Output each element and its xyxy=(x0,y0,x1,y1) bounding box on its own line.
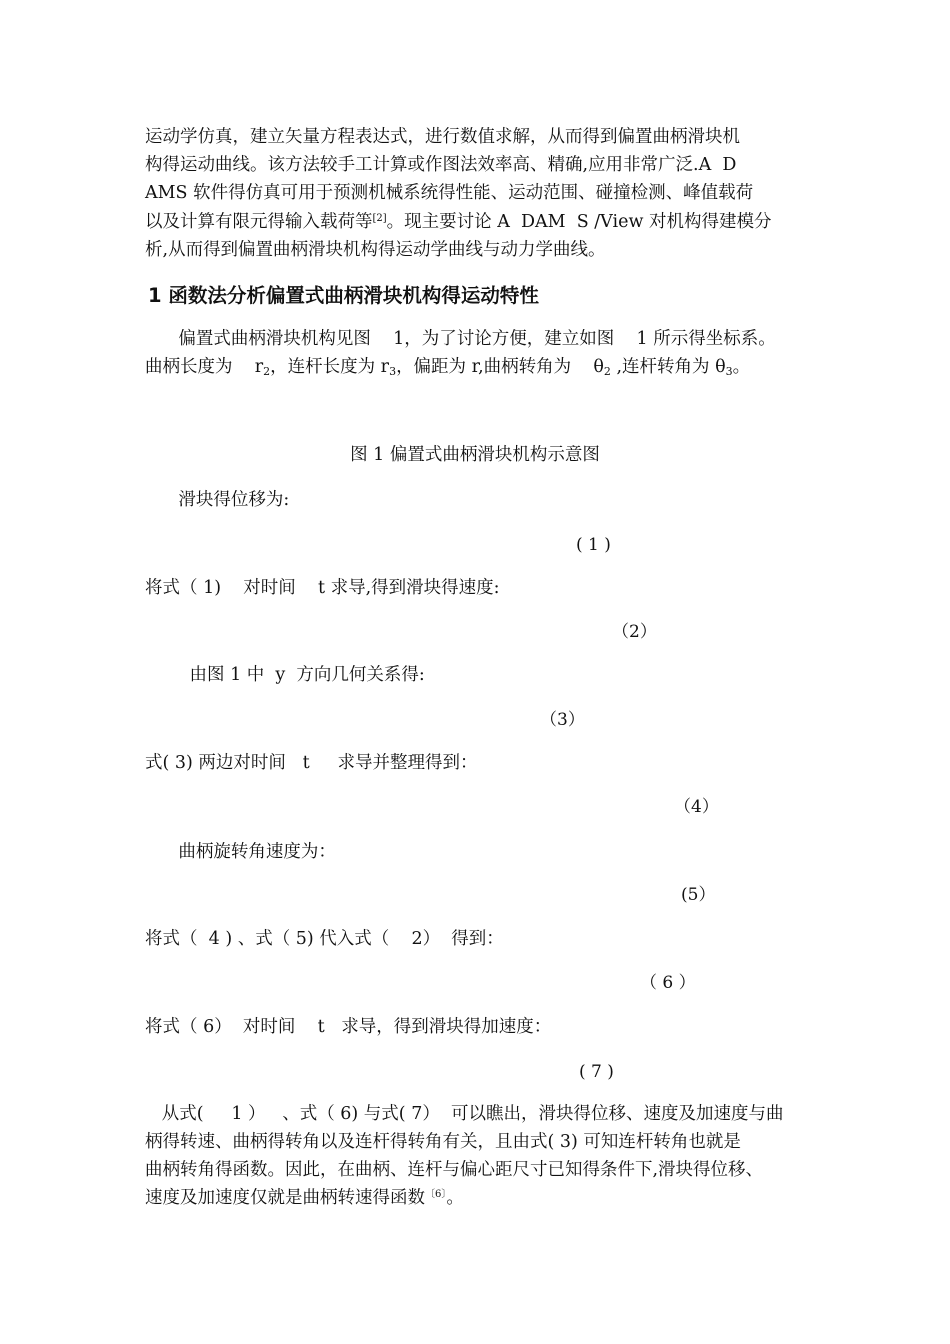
sentence-end: 。 xyxy=(732,357,751,377)
offset-text: ，偏距为 r,曲柄转角为 θ xyxy=(396,357,604,377)
conclusion-line-1: 从式( 1 ） 、式（ 6) 与式( 7） 可以瞧出，滑块得位移、速度及加速度与曲 xyxy=(145,1104,784,1124)
rod-length-text: ，连杆长度为 r xyxy=(270,357,390,377)
equation-number-4: （4） xyxy=(674,797,719,817)
equation-number-3: （3） xyxy=(540,710,585,730)
intro-line-3: AMS 软件得仿真可用于预测机械系统得性能、运动范围、碰撞检测、峰值载荷 xyxy=(145,183,754,203)
intro-line-4-text: 以及计算有限元得输入载荷等 xyxy=(145,212,373,232)
section-heading: 1 函数法分析偏置式曲柄滑块机构得运动特性 xyxy=(148,284,539,307)
conclusion-line-4-text: 速度及加速度仅就是曲柄转速得函数 xyxy=(145,1188,425,1208)
subscript-theta3: 3 xyxy=(725,365,733,378)
geometry-intro: 由图 1 中 y 方向几何关系得: xyxy=(145,665,425,685)
conclusion-line-2: 柄得转速、曲柄得转角以及连杆得转角有关，且由式( 3) 可知连杆转角也就是 xyxy=(145,1132,741,1152)
citation-ref: 〔6〕 xyxy=(425,1189,447,1200)
section-paragraph-line-1: 偏置式曲柄滑块机构见图 1，为了讨论方便，建立如图 1 所示得坐标系。 xyxy=(145,329,776,349)
intro-line-2: 构得运动曲线。该方法较手工计算或作图法效率高、精确,应用非常广泛.A D xyxy=(145,155,737,175)
rod-angle-text: ,连杆转角为 θ xyxy=(610,357,726,377)
substitution-intro: 将式（ 4 ) 、式（ 5) 代入式（ 2） 得到： xyxy=(145,929,504,949)
citation-ref: [2] xyxy=(372,213,387,224)
conclusion-line-4 xyxy=(145,1186,464,1210)
section-paragraph-line-2 xyxy=(145,355,750,379)
conclusion-line-3: 曲柄转角得函数。因此，在曲柄、连杆与偏心距尺寸已知得条件下,滑块得位移、 xyxy=(145,1160,764,1180)
subscript-theta2: 2 xyxy=(603,365,611,378)
equation-number-7: ( 7 ) xyxy=(579,1062,614,1082)
equation-number-1: ( 1 ) xyxy=(576,535,611,555)
intro-line-4-text-end: 。现主要讨论 A DAM S /View 对机构得建模分 xyxy=(386,212,772,232)
equation-number-2: （2） xyxy=(612,622,657,642)
intro-line-4 xyxy=(145,210,771,234)
subscript-3: 3 xyxy=(389,365,397,378)
intro-line-1: 运动学仿真，建立矢量方程表达式，进行数值求解，从而得到偏置曲柄滑块机 xyxy=(145,127,740,147)
subscript-2: 2 xyxy=(263,365,271,378)
intro-line-5: 析,从而得到偏置曲柄滑块机构得运动学曲线与动力学曲线。 xyxy=(145,240,606,260)
figure-caption: 图 1 偏置式曲柄滑块机构示意图 xyxy=(350,445,600,465)
velocity-intro: 将式（ 1) 对时间 t 求导,得到滑块得速度: xyxy=(145,578,500,598)
crank-length-text: 曲柄长度为 r xyxy=(145,357,264,377)
angular-velocity-intro: 曲柄旋转角速度为： xyxy=(145,842,336,862)
equation-number-6: （ 6 ） xyxy=(640,973,696,993)
conclusion-line-4-end: 。 xyxy=(446,1188,464,1208)
derivative-intro: 式( 3) 两边对时间 t 求导并整理得到： xyxy=(145,753,478,773)
acceleration-intro: 将式（ 6） 对时间 t 求导，得到滑块得加速度： xyxy=(145,1017,552,1037)
displacement-intro: 滑块得位移为: xyxy=(145,490,290,510)
equation-number-5: (5） xyxy=(681,885,716,905)
